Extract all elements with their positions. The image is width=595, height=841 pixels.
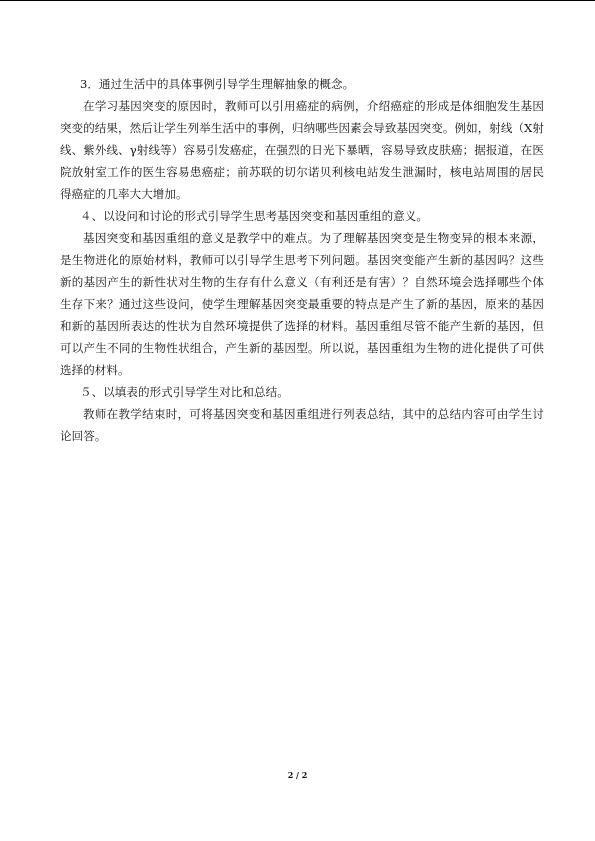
section-4-paragraph: 基因突变和基因重组的意义是教学中的难点。为了理解基因突变是生物变异的根本来源，是生物进化的原始材料，教师可以引导学生思考下列问题。基因突变能产生新的基因吗？这些新的基因产生的新性状对生物的生存有什么意义（有利还是有害）？自然环境会选择哪些个体生存下来？通过这些设问，使学生理解基因突变最重要的特点是产生了新的基因，原来的基因和新的基因所表达的性状为自然环境提供了选择的材料。基因重组尽管不能产生新的基因，但可以产生不同的生物性状组合，产生新的基因型。所以说，基因重组为生物的进化提供了可供选择的材料。 — [60, 231, 544, 377]
section-5-heading: ５、以填表的形式引导学生对比和总结。 — [80, 385, 289, 399]
page-number: 2 / 2 — [287, 770, 308, 780]
section-4-heading: ４、以设问和讨论的形式引导学生思考基因突变和基因重组的意义。 — [80, 209, 428, 223]
section-3-heading: 3．通过生活中的具体事例引导学生理解抽象的概念。 — [80, 77, 355, 91]
top-border-line — [0, 0, 595, 1]
document-body — [60, 73, 544, 447]
section-5-paragraph: 教师在教学结束时，可将基因突变和基因重组进行列表总结，其中的总结内容可由学生讨论回答。 — [60, 407, 544, 443]
section-3-paragraph: 在学习基因突变的原因时，教师可以引用癌症的病例，介绍癌症的形成是体细胞发生基因突变的结果，然后让学生列举生活中的事例，归纳哪些因素会导致基因突变。例如，射线（X射线、紫外线、γ射线等）容易引发癌症，在强烈的日光下暴晒，容易导致皮肤癌；据报道，在医院放射室工作的医生容易患癌症；前苏联的切尔诺贝利核电站发生泄漏时，核电站周围的居民得癌症的几率大大增加。 — [60, 99, 544, 201]
